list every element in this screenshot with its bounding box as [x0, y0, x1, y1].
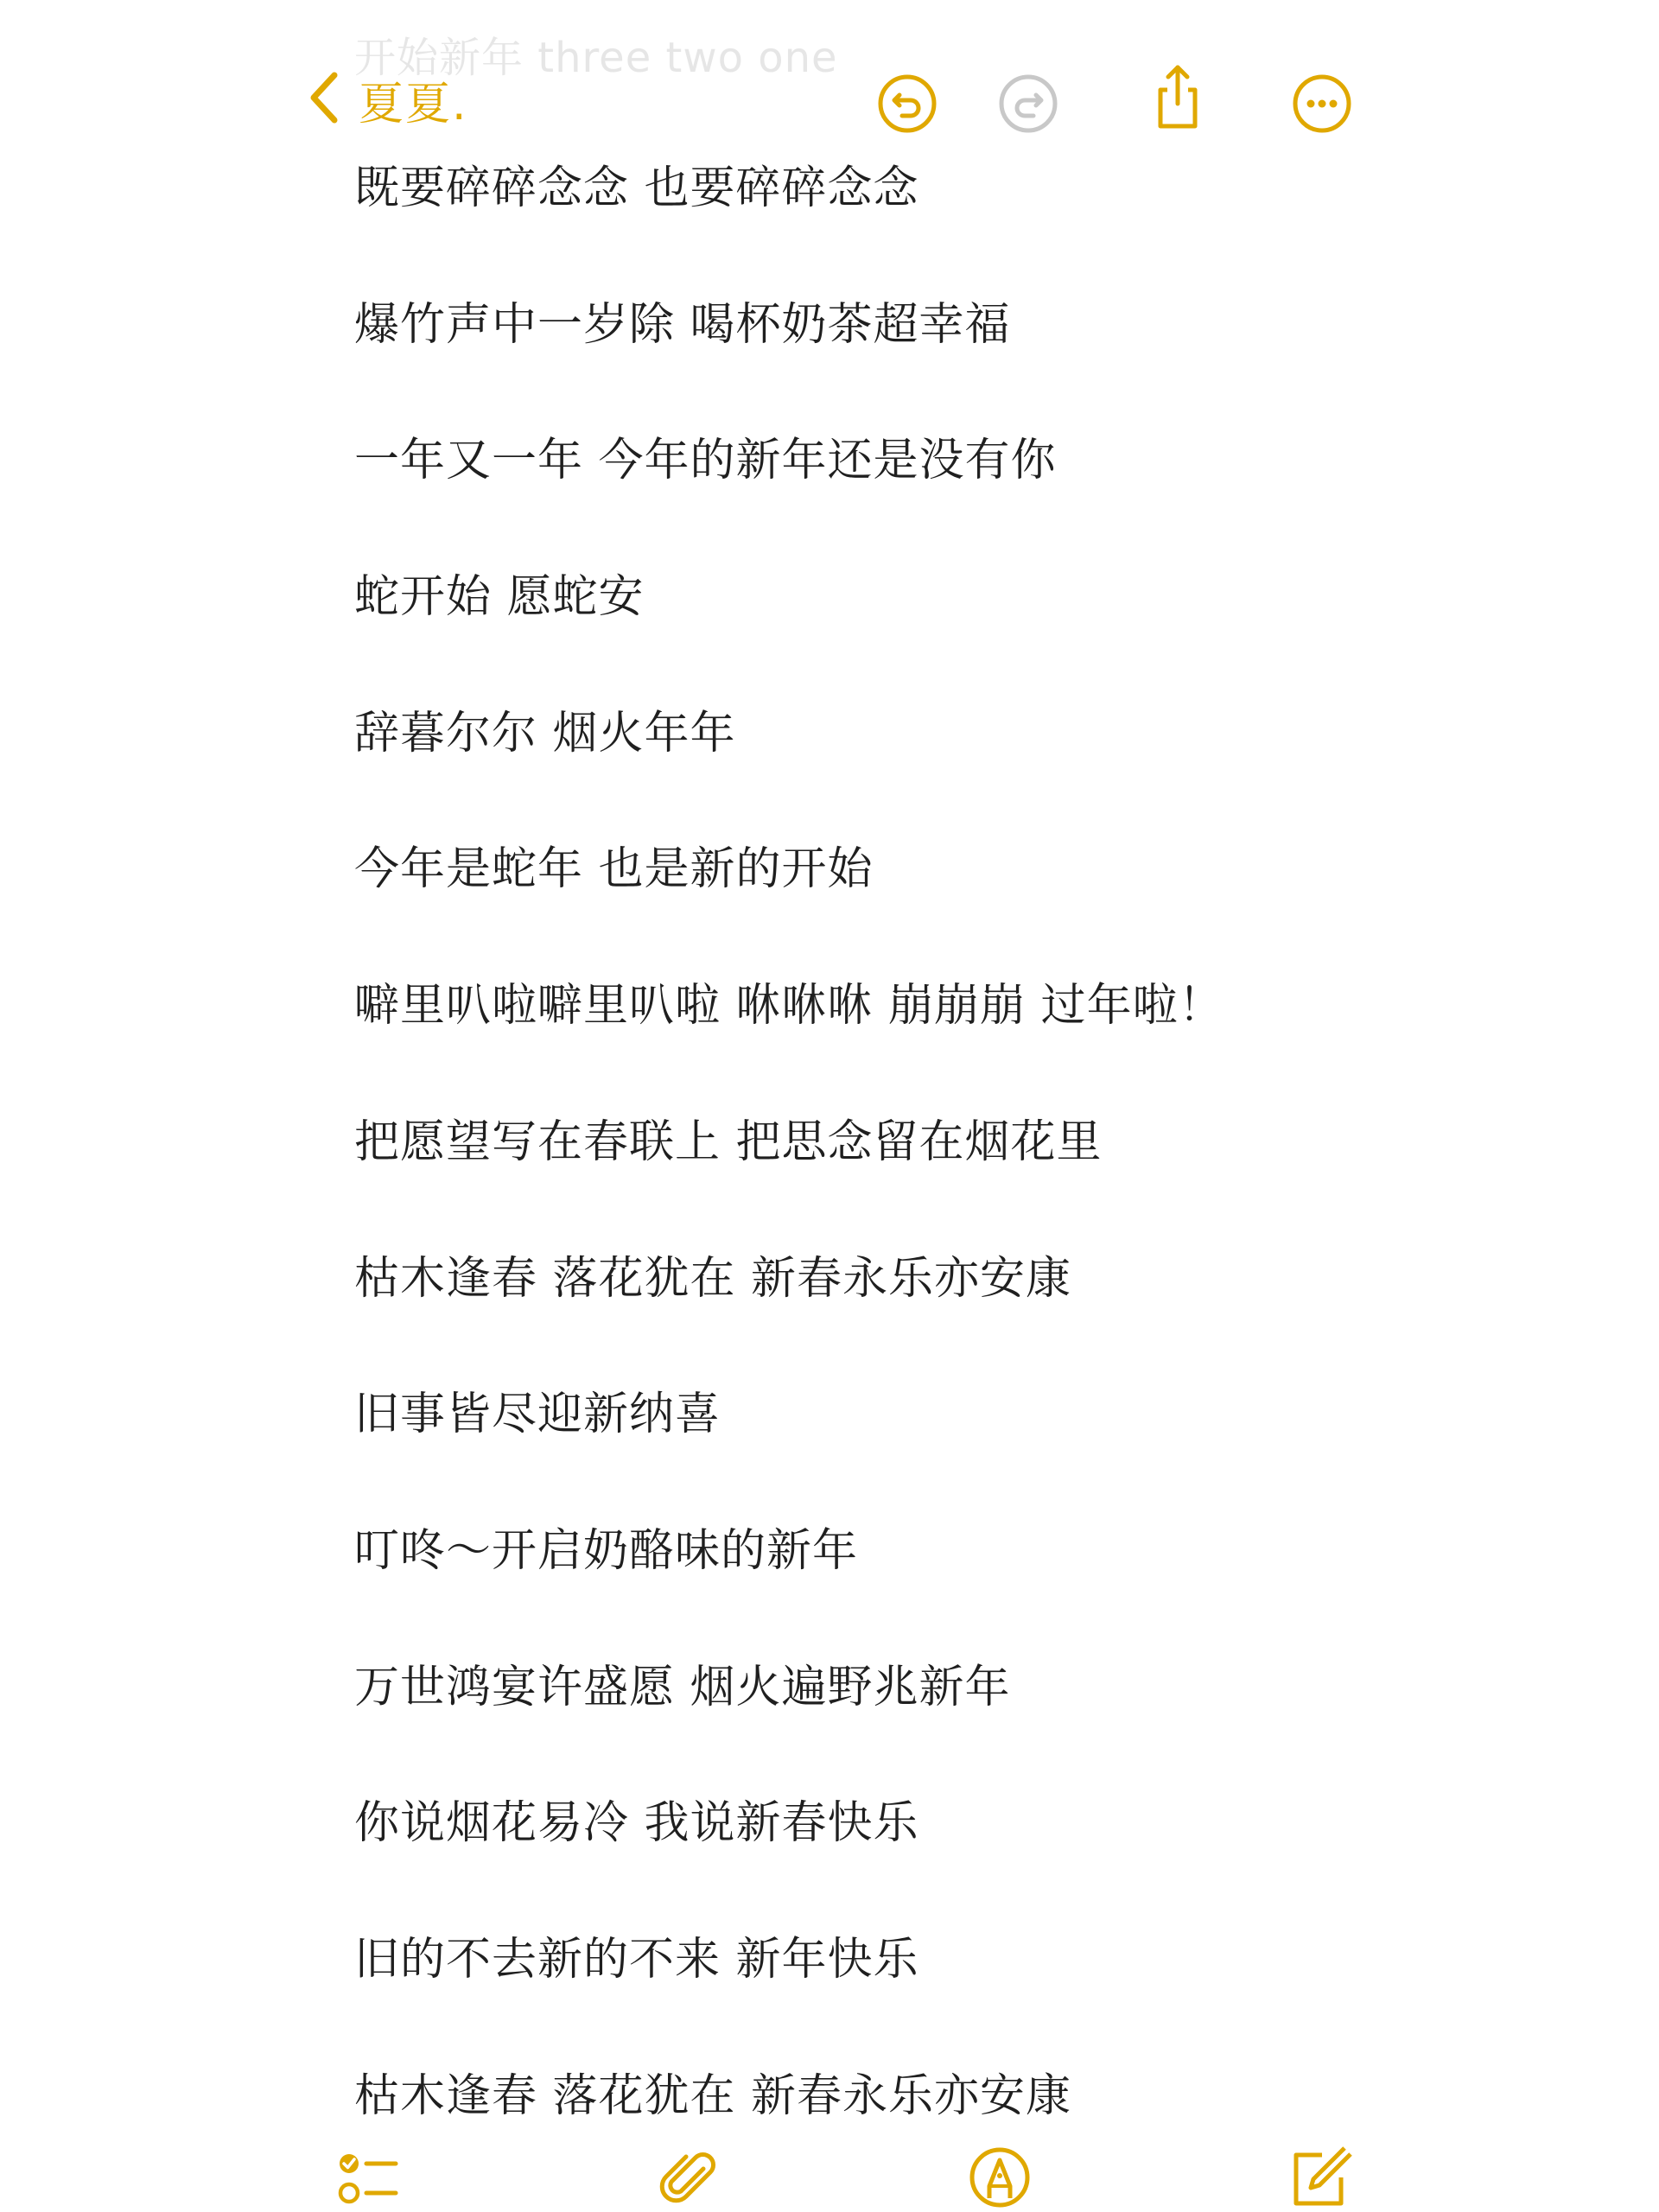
back-label: 夏夏. — [359, 78, 468, 130]
note-line: 噼里叭啦噼里叭啦 咻咻咻 崩崩崩 过年啦！ — [354, 980, 1224, 1033]
note-line: 旧事皆尽迎新纳喜 — [354, 1389, 721, 1441]
back-button[interactable] — [307, 69, 468, 130]
note-line: 今年是蛇年 也是新的开始 — [354, 843, 874, 896]
markup-pen-icon — [965, 2143, 1034, 2212]
share-icon — [1143, 62, 1212, 131]
markup-button[interactable] — [965, 2143, 1034, 2212]
note-line: 万世鸿宴许盛愿 烟火遍野兆新年 — [354, 1661, 1011, 1713]
compose-icon — [1284, 2143, 1353, 2212]
note-line: 你说烟花易冷 我说新春快乐 — [354, 1797, 919, 1850]
redo-button[interactable] — [994, 69, 1063, 138]
note-line: 辞暮尔尔 烟火年年 — [354, 707, 736, 760]
note-line: 爆竹声中一岁除 喝杯奶茶超幸福 — [354, 298, 1011, 351]
note-line: 一年又一年 今年的新年还是没有你 — [354, 435, 1057, 487]
note-line: 旧的不去新的不来 新年快乐 — [354, 1933, 919, 1986]
note-line: 把愿望写在春联上 把思念留在烟花里 — [354, 1116, 1103, 1168]
redo-icon — [994, 69, 1063, 138]
chevron-left-icon — [307, 70, 341, 129]
paperclip-icon — [653, 2143, 722, 2212]
top-navigation-bar — [0, 0, 1659, 164]
scrolled-text: 开始新年 three two one — [354, 34, 838, 82]
share-button[interactable] — [1143, 62, 1212, 131]
checklist-button[interactable] — [334, 2143, 403, 2212]
more-icon — [1287, 69, 1357, 138]
undo-icon — [873, 69, 942, 138]
bottom-toolbar — [0, 2143, 1659, 2212]
undo-button[interactable] — [873, 69, 942, 138]
note-body[interactable] — [354, 156, 1391, 2199]
checklist-icon — [334, 2143, 403, 2212]
note-line: 枯木逢春 落花犹在 新春永乐亦安康 — [354, 2069, 1072, 2122]
more-button[interactable] — [1287, 69, 1357, 138]
compose-button[interactable] — [1284, 2143, 1353, 2212]
attach-button[interactable] — [653, 2143, 722, 2212]
note-line: 既要碎碎念念 也要碎碎念念 — [354, 162, 919, 214]
note-line: 蛇开始 愿蛇安 — [354, 571, 645, 624]
note-line: 枯木逢春 落花犹在 新春永乐亦安康 — [354, 1252, 1072, 1305]
note-line: 叮咚～开启奶酪味的新年 — [354, 1524, 859, 1577]
